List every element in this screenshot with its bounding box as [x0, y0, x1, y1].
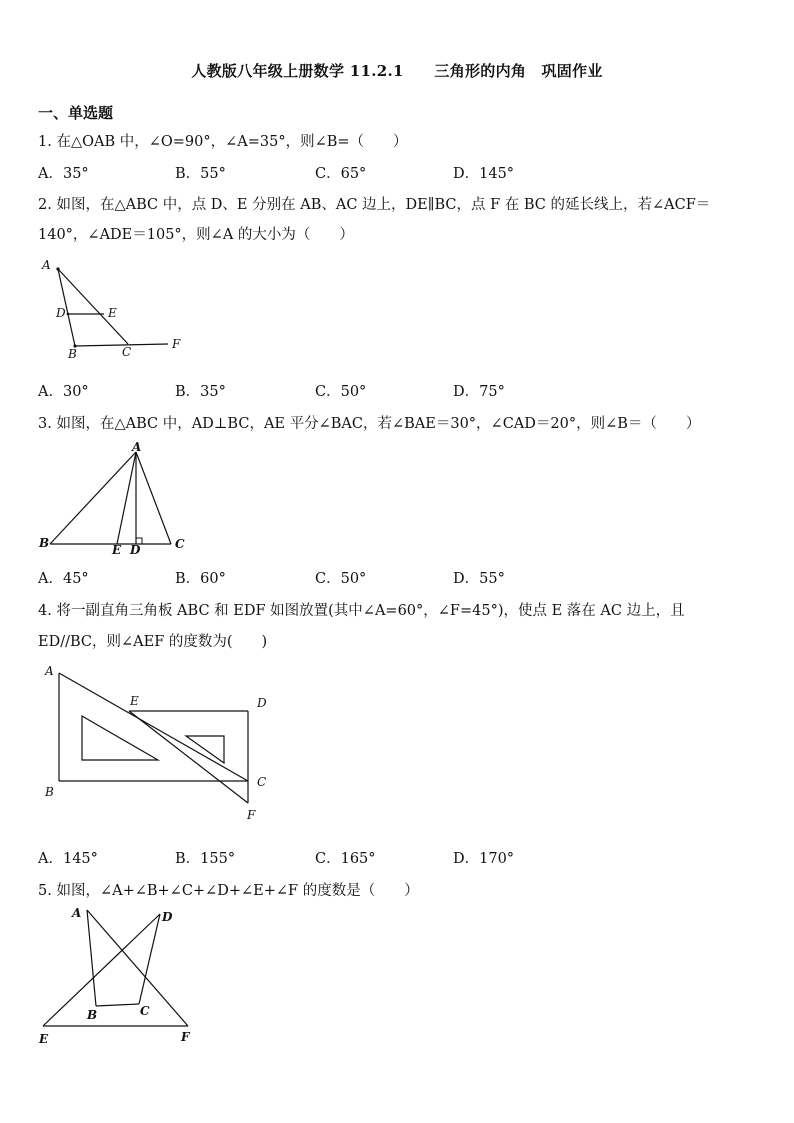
question-4-text-line-1: 4. 将一副直角三角板 ABC 和 EDF 如图放置(其中∠A=60°，∠F=45°)，使点 E 落在 AC 边上，且	[38, 603, 685, 619]
option-a: A．45°	[38, 571, 89, 587]
label-b: B	[45, 785, 54, 799]
label-e: E	[112, 543, 122, 556]
option-a: A．30°	[38, 384, 89, 400]
label-c: C	[257, 775, 267, 789]
section-heading: 一、单选题	[38, 104, 114, 122]
label-e: E	[108, 306, 117, 320]
label-a: A	[132, 440, 142, 454]
question-3-figure	[34, 438, 194, 560]
option-b: B．55°	[175, 166, 226, 182]
option-a: A．35°	[38, 166, 89, 182]
option-d: D．75°	[453, 384, 505, 400]
label-c: C	[140, 1004, 150, 1018]
label-c: C	[175, 537, 185, 551]
option-c: C．50°	[315, 571, 367, 587]
question-2-text-line-1: 2. 如图，在△ABC 中，点 D、E 分别在 AB、AC 边上，DE∥BC，点 F 在 BC 的延长线上，若∠ACF＝	[38, 197, 711, 213]
label-b: B	[39, 536, 50, 550]
option-a: A．145°	[38, 851, 98, 867]
option-b: B．155°	[175, 851, 236, 867]
label-f: F	[181, 1030, 190, 1044]
option-c: C．50°	[315, 384, 367, 400]
label-a: A	[72, 906, 82, 920]
label-f: F	[247, 808, 256, 822]
question-5-text: 5. 如图，∠A+∠B+∠C+∠D+∠E+∠F 的度数是（ ）	[38, 883, 419, 899]
question-2-figure	[38, 255, 198, 369]
question-4-figure	[38, 660, 278, 828]
question-1-text: 1. 在△OAB 中，∠O=90°，∠A=35°，则∠B=（ ）	[38, 134, 408, 150]
option-c: C．65°	[315, 166, 367, 182]
question-3-text: 3. 如图，在△ABC 中，AD⊥BC，AE 平分∠BAC，若∠BAE＝30°，∠CAD＝20°，则∠B＝（ ）	[38, 416, 701, 432]
label-d: D	[56, 306, 66, 320]
label-b: B	[68, 347, 77, 361]
option-c: C．165°	[315, 851, 376, 867]
option-b: B．35°	[175, 384, 226, 400]
label-b: B	[87, 1008, 98, 1022]
question-5-figure	[34, 902, 204, 1052]
label-f: F	[172, 337, 181, 351]
label-d: D	[162, 910, 173, 924]
option-d: D．170°	[453, 851, 515, 867]
label-e: E	[130, 694, 139, 708]
question-4-text-line-2: ED//BC，则∠AEF 的度数为( )	[38, 634, 268, 650]
option-d: D．55°	[453, 571, 505, 587]
option-b: B．60°	[175, 571, 226, 587]
label-e: E	[39, 1032, 49, 1046]
option-d: D．145°	[453, 166, 515, 182]
label-a: A	[45, 664, 54, 678]
label-c: C	[122, 345, 132, 359]
label-a: A	[42, 258, 51, 272]
question-2-text-line-2: 140°，∠ADE＝105°，则∠A 的大小为（ ）	[38, 227, 354, 243]
page-title: 人教版八年级上册数学 11.2.1 三角形的内角 巩固作业	[191, 62, 603, 80]
label-d: D	[257, 696, 267, 710]
label-d: D	[130, 543, 141, 556]
